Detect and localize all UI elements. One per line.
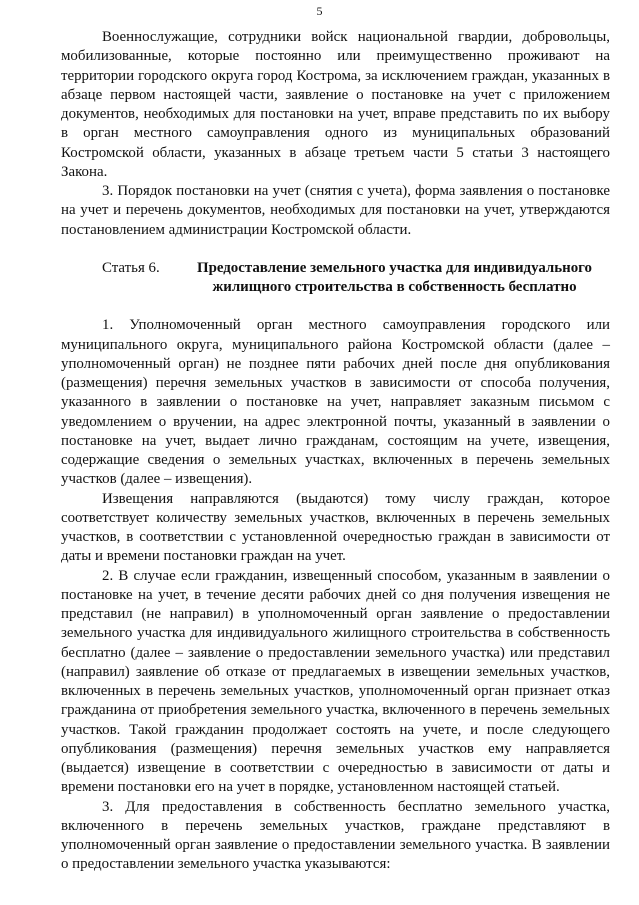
document-body [61, 28, 610, 875]
spacer [61, 240, 610, 259]
spacer [61, 297, 610, 316]
paragraph-servicemen: Военнослужащие, сотрудники войск национальной гвардии, добровольцы, мобилизованные, которые постоянно или преимущественно проживают на территории городского округа город Кострома, за исключением граждан, указанных в абзаце первом настоящей части, заявление о постановке на учет с приложением документов, необходимых для постановки на учет, вправе представить по их выбору в орган местного самоуправления одного из муниципальных образований Костромской области, указанных в абзаце третьем части 5 статьи 3 настоящего Закона. [61, 29, 610, 180]
article-title: Предоставление земельного участка для индивидуального жилищного строительства в собственность бесплатно [196, 259, 592, 295]
article-number: Статья 6. [102, 259, 160, 276]
paragraph-registration-procedure: 3. Порядок постановки на учет (снятия с учета), форма заявления о постановке на учет и перечень документов, необходимых для постановки на учет, утверждаются постановлением администрации Костромской области. [61, 183, 610, 238]
paragraph-part-1: 1. Уполномоченный орган местного самоуправления городского или муниципального округа, муниципального района Костромской области (далее – уполномоченный орган) не позднее пяти рабочих дней после дня опубликования (размещения) перечня земельных участков в зависимости от способа получения, указанного в заявлении о постановке на учет, направляет заказным письмом с уведомлением о вручении, на адрес электронной почты, указанный в заявлении о постановке на учет, выдает лично гражданам, состоящим на учете, извещения, содержащие сведения о земельных участках, включенных в перечень земельных участков (далее – извещения). [61, 317, 610, 488]
article-heading [61, 259, 610, 298]
paragraph-part-2: 2. В случае если гражданин, извещенный способом, указанным в заявлении о постановке на учет, в течение десяти рабочих дней со дня получения извещения не представил (не направил) в уполномоченный орган заявление о предоставлении земельного участка для индивидуального жилищного строительства в собственность бесплатно (далее – заявление о предоставлении земельного участка) или представил (направил) заявление об отказе от предлагаемых в извещении земельных участков, включенных в перечень земельных участков, уполномоченный орган признает отказ гражданина от приобретения земельного участка, включенного в перечень земельных участков. Такой гражданин продолжает состоять на учете, и после следующего опубликования (размещения) перечня земельных участков ему направляется (выдается) извещение в соответствии с очередностью в зависимости от даты и времени постановки его на учет в порядке, установленном настоящей статьей. [61, 567, 610, 796]
paragraph-notices: Извещения направляются (выдаются) тому числу граждан, которое соответствует количеству земельных участков, включенных в перечень земельных участков, в соответствии с установленной очередностью граждан в зависимости от даты и времени постановки граждан на учет. [61, 490, 610, 565]
page-number: 5 [316, 4, 323, 18]
paragraph-part-3: 3. Для предоставления в собственность бесплатно земельного участка, включенного в перечень земельных участков, граждане представляют в уполномоченный орган заявление о предоставлении земельного участка. В заявлении о предоставлении земельного участка указываются: [61, 798, 610, 873]
